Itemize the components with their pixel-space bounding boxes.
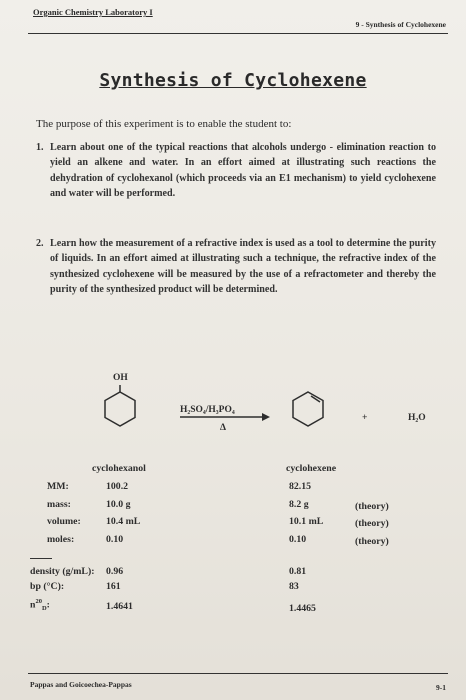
volume-label: volume: [47, 516, 81, 527]
bp-label: bp (°C): [30, 581, 65, 592]
water-label: H₂O [408, 413, 426, 423]
header-rule [28, 33, 448, 34]
reactant-density: 0.96 [106, 566, 124, 577]
nd-symbol: n [30, 599, 36, 611]
reactant-moles: 0.10 [106, 534, 124, 545]
page-number: 9-1 [436, 683, 446, 692]
reactant-refractive-index: 1.4641 [106, 601, 133, 612]
nd-temperature: 20 [35, 598, 42, 605]
cyclohexanol-ring [105, 392, 135, 426]
nd-subscript: D [41, 605, 47, 613]
product-mm: 82.15 [289, 481, 312, 492]
volume-theory-note: (theory) [355, 518, 389, 529]
arrow-head [262, 413, 270, 421]
hydroxyl-label: OH [113, 373, 128, 383]
product-bp: 83 [289, 581, 299, 592]
objective-number: 1. [36, 142, 44, 153]
reactant-bp: 161 [106, 581, 121, 592]
chapter-header: 9 - Synthesis of Cyclohexene [355, 20, 446, 29]
product-mass: 8.2 g [289, 499, 309, 510]
product-density: 0.81 [289, 566, 307, 577]
reactant-name: cyclohexanol [92, 463, 146, 474]
density-label: density (g/mL): [30, 566, 95, 577]
objective-text: Learn how the measurement of a refractive index is used as a tool to determine the purity of liquids. In an effort aimed at illustrating such a technique, the refractive index of the synthesized cyclohexene will be measured by the use of a refractometer and thereby the purity of the synthesized product will be determined. [50, 238, 436, 296]
mass-theory-note: (theory) [355, 501, 389, 512]
moles-label: moles: [47, 534, 75, 545]
objective-item-1 [36, 140, 436, 202]
objective-text: Learn about one of the typical reactions that alcohols undergo - elimination reaction to yield an alkene and water. In an effort aimed at illustrating such reactions the dehydration of cyclohexanol (which proceeds via an E1 mechanism) to yield cyclohexene and water will be performed. [50, 142, 436, 200]
mass-label: mass: [47, 499, 71, 510]
mm-label: MM: [47, 481, 69, 492]
reactant-volume: 10.4 mL [106, 516, 141, 527]
footer-authors: Pappas and Goicoechea-Pappas [30, 680, 132, 689]
refractive-index-label [30, 598, 50, 612]
product-refractive-index: 1.4465 [289, 603, 316, 614]
plus-sign: + [362, 413, 368, 423]
objective-number: 2. [36, 238, 44, 249]
course-header: Organic Chemistry Laboratory I [33, 7, 153, 17]
page-title: Synthesis of Cyclohexene [99, 70, 367, 91]
moles-theory-note: (theory) [355, 536, 389, 547]
heat-symbol: Δ [220, 423, 226, 433]
reactant-mm: 100.2 [106, 481, 129, 492]
reagents-label: H₂SO₄/H₃PO₄ [180, 405, 235, 415]
product-volume: 10.1 mL [289, 516, 324, 527]
objective-item-2 [36, 236, 436, 298]
footer-rule [28, 673, 448, 674]
section-divider [30, 558, 52, 559]
product-moles: 0.10 [289, 534, 307, 545]
reactant-mass: 10.0 g [106, 499, 131, 510]
purpose-statement: The purpose of this experiment is to enable the student to: [36, 118, 292, 130]
reaction-scheme [0, 380, 466, 470]
cyclohexene-ring [293, 392, 323, 426]
nd-colon: : [46, 599, 50, 611]
product-name: cyclohexene [286, 463, 337, 474]
